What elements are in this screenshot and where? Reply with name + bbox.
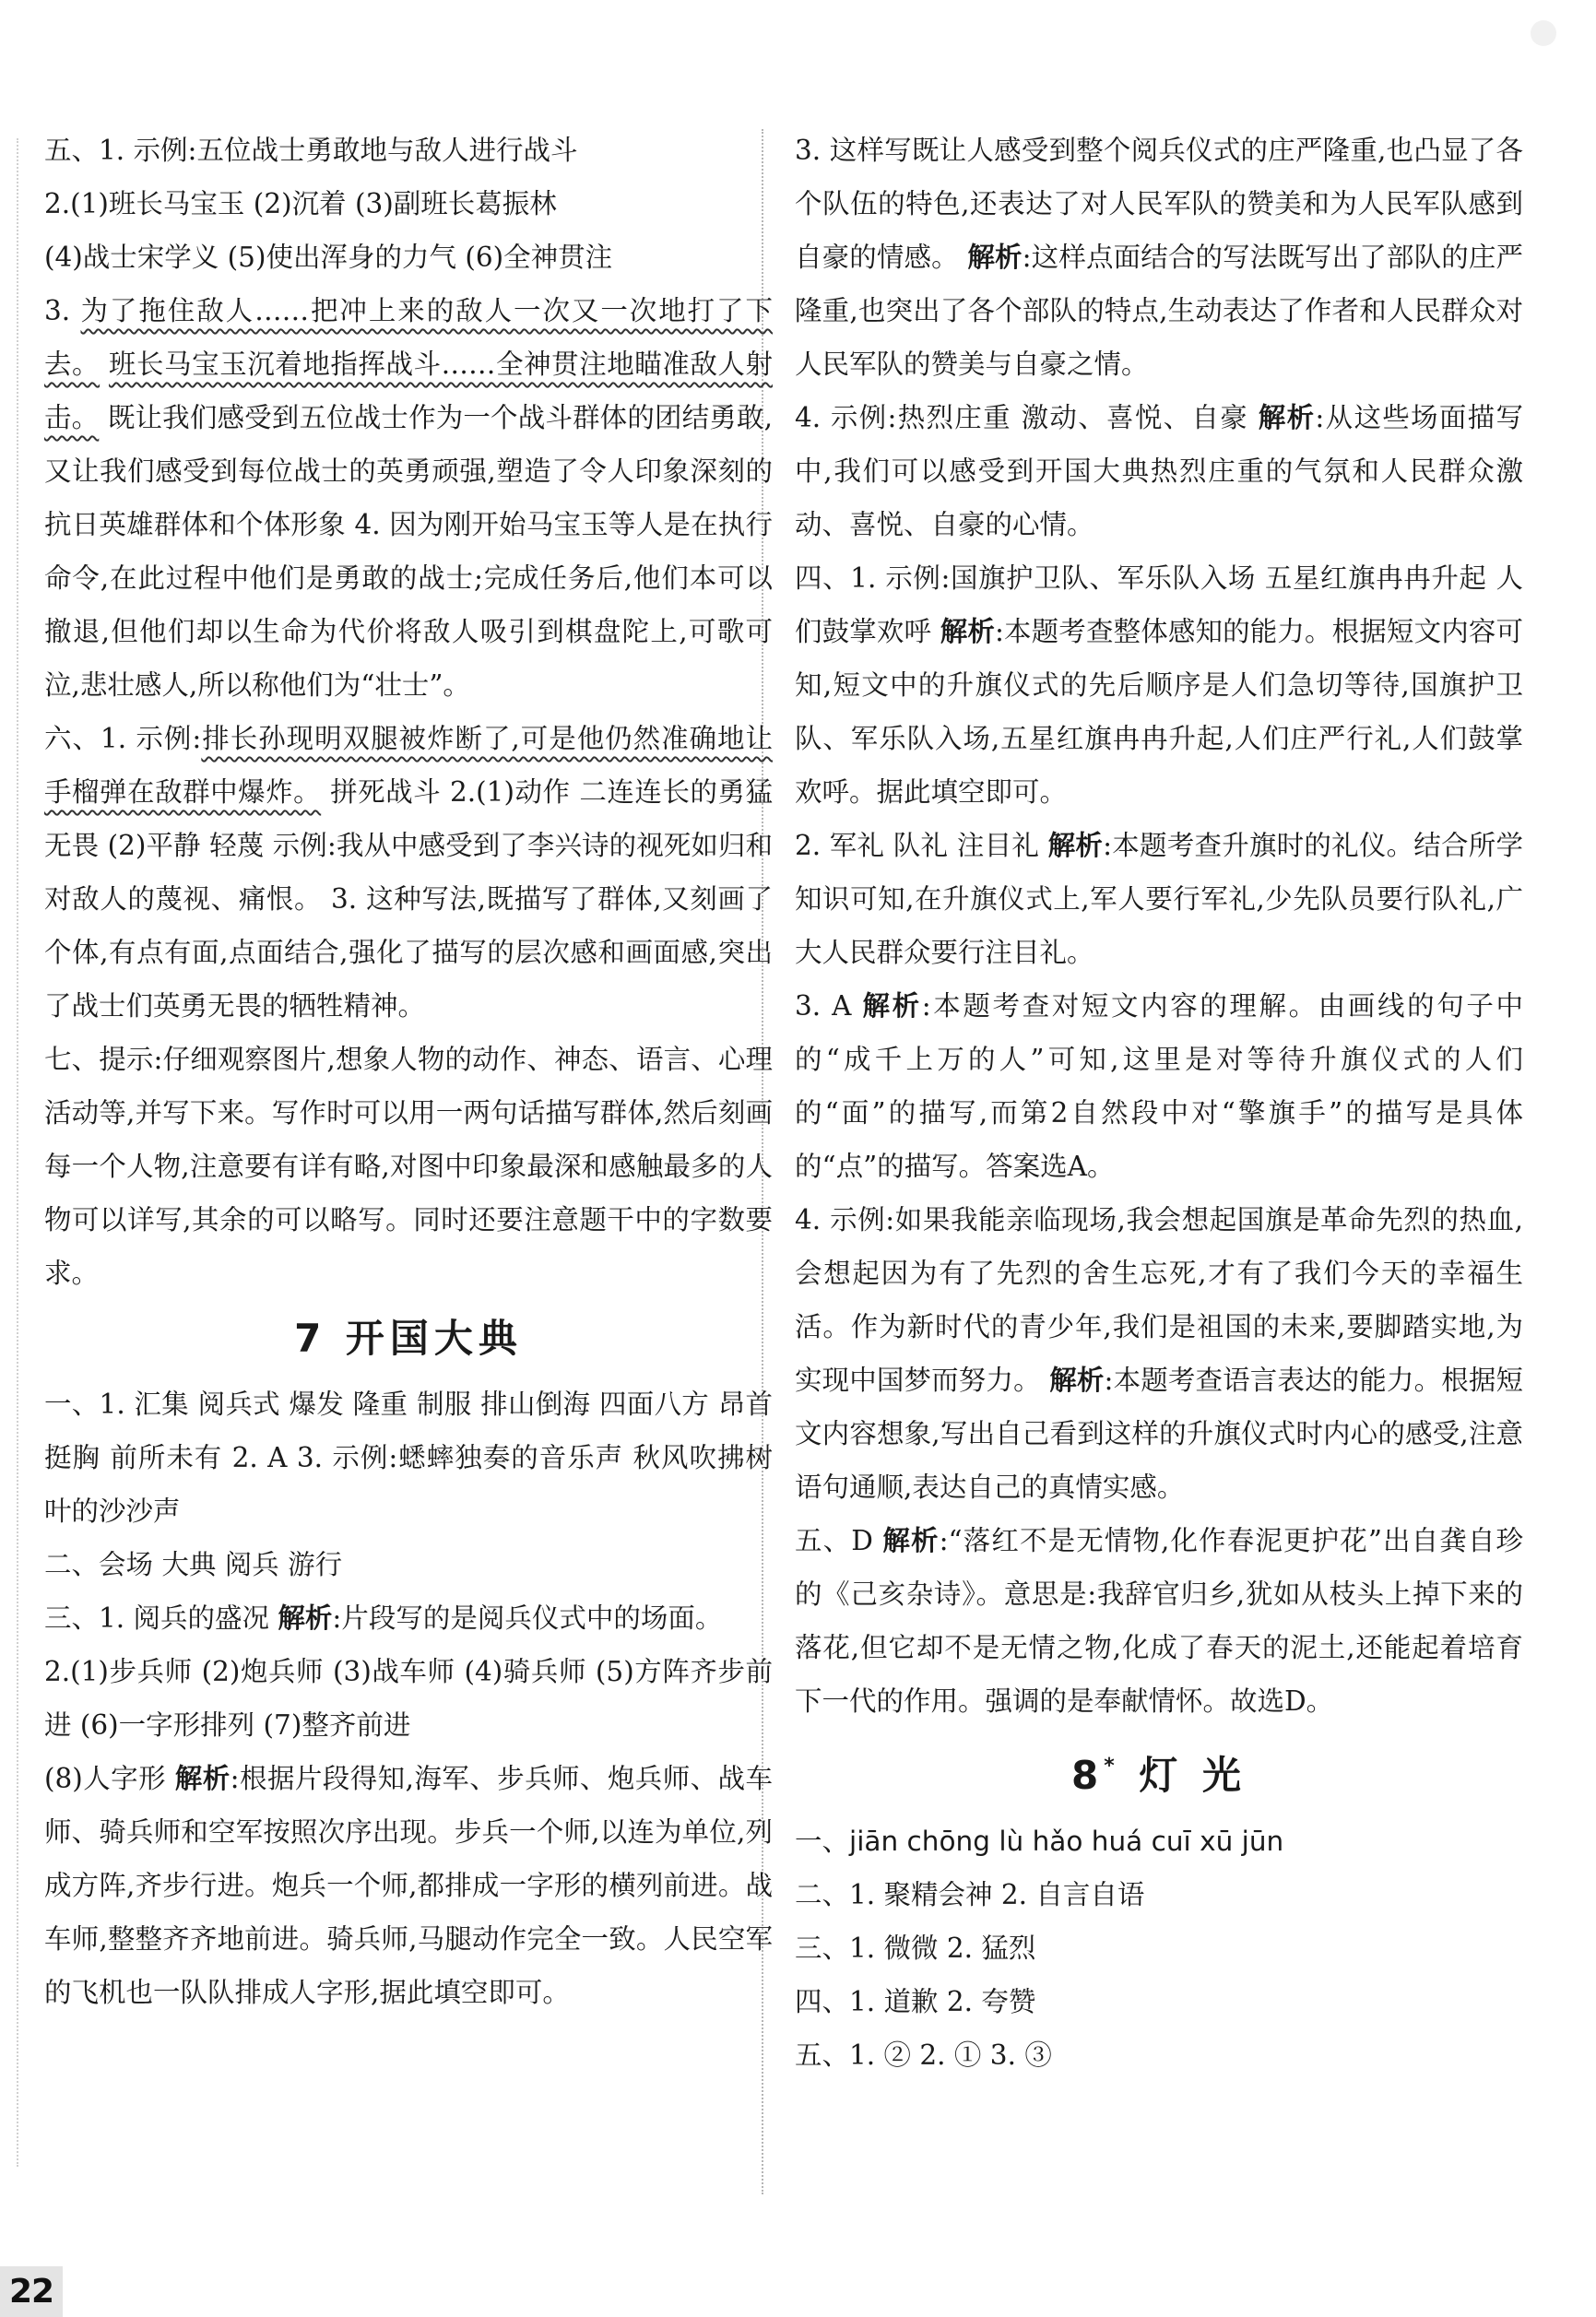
answer-text: 三、1. 阅兵的盛况 [44,1602,278,1634]
analysis-label: 解析 [967,241,1023,273]
lesson7-answer-4-2 [795,819,1523,979]
answer-text: 2. 军礼 队礼 注目礼 [795,830,1048,861]
answer-text [100,349,109,380]
lesson7-answer-2: 二、会场 大典 阅兵 游行 [44,1549,343,1580]
lesson8-answer-3: 三、1. 微微 2. 猛烈 [795,1933,1036,1964]
lesson8-answer-4: 四、1. 道歉 2. 夸赞 [795,1986,1036,2017]
answer-text: 五、D [795,1525,883,1556]
binding-margin [17,138,18,2167]
analysis-text: :本题考查对短文内容的理解。由画线的句子中的“成千上万的人”可知,这里是对等待升旗仪式的人们的“面”的描写,而第2自然段中对“擎旗手”的描写是具体的“点”的描写。答案选A。 [795,990,1523,1182]
underlined-sentence: 班长马宝玉沉着地指挥战斗……全神贯注地瞄准敌人射击。 [44,349,773,433]
analysis-text: :根据片段得知,海军、步兵师、炮兵师、战车师、骑兵师和空军按照次序出现。步兵一个师,以连为单位,列成方阵,齐步行进。炮兵一个师,都排成一字形的横列前进。战车师,整整齐齐地前进。骑兵师,马腿动作完全一致。人民空军的飞机也一队队排成人字形,据此填空即可。 [44,1763,773,2008]
lesson8-answer-2: 二、1. 聚精会神 2. 自言自语 [795,1879,1145,1910]
lesson7-answer-3-2: 2.(1)步兵师 (2)炮兵师 (3)战车师 (4)骑兵师 (5)方阵齐步前进 (6)一字形排列 (7)整齐前进 [44,1656,773,1741]
analysis-label: 解析 [940,615,995,647]
answer-text: (8)人字形 [44,1763,175,1794]
lesson7-answer-5 [795,1514,1523,1728]
answer-5-1: 五、1. 示例:五位战士勇敢地与敌人进行战斗 [44,135,578,166]
lesson7-answer-4-3 [795,979,1523,1193]
section-number: 8 [1071,1753,1105,1798]
analysis-text: :从这些场面描写中,我们可以感受到开国大典热烈庄重的气氛和人民群众激动、喜悦、自豪的心情。 [795,402,1523,540]
lesson7-answer-4-1 [795,551,1523,819]
pinyin-answers: jiān chōng lù hǎo huá cuī xū jūn [849,1826,1284,1857]
answer-6 [44,712,773,1033]
underlined-sentence: 排长孙现明双腿被炸断了,可是他仍然准确地让手榴弹在敌群中爆炸。 [44,723,773,808]
answer-text: 3. A [795,990,863,1022]
right-column [795,124,1523,2082]
lesson7-answer-3-2-analysis [44,1752,773,2019]
answer-text: 拼死战斗 2.(1)动作 二连连长的勇猛无畏 (2)平静 轻蔑 示例:我从中感受到了李兴诗的视死如归和对敌人的蔑视、痛恨。 3. 这种写法,既描写了群体,又刻画了个体,有点有面,点面结合,强化了描写的层次感和画面感,突出了战士们英勇无畏的牺牲精神。 [44,776,773,1022]
lesson7-answer-1: 一、1. 汇集 阅兵式 爆发 隆重 制服 排山倒海 四面八方 昂首挺胸 前所未有 2. A 3. 示例:蟋蟀独奏的音乐声 秋风吹拂树叶的沙沙声 [44,1389,773,1527]
analysis-label: 解析 [174,1762,231,1794]
analysis-label: 解析 [882,1524,940,1556]
answer-5-2a: 2.(1)班长马宝玉 (2)沉着 (3)副班长葛振林 [44,188,557,219]
answer-text: 既让我们感受到五位战士作为一个战斗群体的团结勇敢,又让我们感受到每位战士的英勇顽强,塑造了令人印象深刻的抗日英雄群体和个体形象 4. 因为刚开始马宝玉等人是在执行命令,在此过程中他们是勇敢的战士;完成任务后,他们本可以撤退,但他们却以生命为代价将敌人吸引到棋盘陀上,可歌可泣,悲壮感人,所以称他们为“壮士”。 [44,402,773,701]
answer-text: 3. 这样写既让人感受到整个阅兵仪式的庄严隆重,也凸显了各个队伍的特色,还表达了对人民军队的赞美和为人民军队感到自豪的情感。 [795,135,1523,273]
analysis-text: :本题考查升旗时的礼仪。结合所学知识可知,在升旗仪式上,军人要行军礼,少先队员要行队礼,广大人民群众要行注目礼。 [795,830,1523,968]
analysis-text: :“落红不是无情物,化作春泥更护花”出自龚自珍的《己亥杂诗》。意思是:我辞官归乡,犹如从枝头上掉下来的落花,但它却不是无情之物,化成了春天的泥土,还能起着培育下一代的作用。强调的是奉献情怀。故选D。 [795,1525,1523,1717]
analysis-label: 解析 [278,1602,333,1634]
lesson8-answer-5: 五、1. ② 2. ① 3. ③ [795,2039,1052,2071]
section-title-7: 7 开国大典 [294,1316,523,1361]
analysis-text: :本题考查语言表达的能力。根据短文内容想象,写出自己看到这样的升旗仪式时内心的感受,注意语句通顺,表达自己的真情实感。 [795,1365,1523,1503]
page-number: 22 [0,2266,63,2317]
answer-text: 4. 示例:热烈庄重 激动、喜悦、自豪 [795,402,1259,433]
answer-text: 四、1. 示例:国旗护卫队、军乐队入场 五星红旗冉冉升起 人们鼓掌欢呼 [795,562,1523,647]
analysis-label: 解析 [862,989,922,1022]
analysis-label: 解析 [1258,401,1316,433]
lesson7-answer-3-3 [795,124,1523,391]
lesson7-answer-3-1 [44,1591,773,1645]
answer-text: 一、 [795,1826,850,1857]
section-title-8 [795,1728,1523,1815]
analysis-label: 解析 [1049,1364,1105,1396]
answer-text: 六、1. 示例: [44,723,202,754]
left-column [44,124,773,2019]
analysis-text: :这样点面结合的写法既写出了部队的庄严隆重,也突出了各个部队的特点,生动表达了作者和人民群众对人民军队的赞美与自豪之情。 [795,242,1523,380]
analysis-text: :本题考查整体感知的能力。根据短文内容可知,短文中的升旗仪式的先后顺序是人们急切等待,国旗护卫队、军乐队入场,五星红旗冉冉升起,人们庄严行礼,人们鼓掌欢呼。据此填空即可。 [795,616,1523,808]
underlined-sentence: 为了拖住敌人……把冲上来的敌人一次又一次地打了下去。 [44,295,773,380]
analysis-text: :片段写的是阅兵仪式中的场面。 [332,1602,723,1634]
answer-5-2b: (4)战士宋学义 (5)使出浑身的力气 (6)全神贯注 [44,242,613,273]
lesson7-answer-3-4 [795,391,1523,551]
lesson8-answer-1 [795,1815,1523,1868]
corner-mark [1531,20,1556,46]
lesson7-answer-4-4 [795,1193,1523,1514]
answer-text: 4. 示例:如果我能亲临现场,我会想起国旗是革命先烈的热血,会想起因为有了先烈的舍生忘死,才有了我们今天的幸福生活。作为新时代的青少年,我们是祖国的未来,要脚踏实地,为实现中国梦而努力。 [795,1204,1523,1396]
section-name: 灯 光 [1139,1753,1247,1798]
answer-text: 3. [44,295,81,326]
answer-5-3 [44,284,773,712]
answer-7: 七、提示:仔细观察图片,想象人物的动作、神态、语言、心理活动等,并写下来。写作时可以用一两句话描写群体,然后刻画每一个人物,注意要有详有略,对图中印象最深和感触最多的人物可以详写,其余的可以略写。同时还要注意题干中的字数要求。 [44,1044,773,1289]
optional-lesson-mark: * [1104,1755,1120,1778]
analysis-label: 解析 [1047,829,1104,861]
